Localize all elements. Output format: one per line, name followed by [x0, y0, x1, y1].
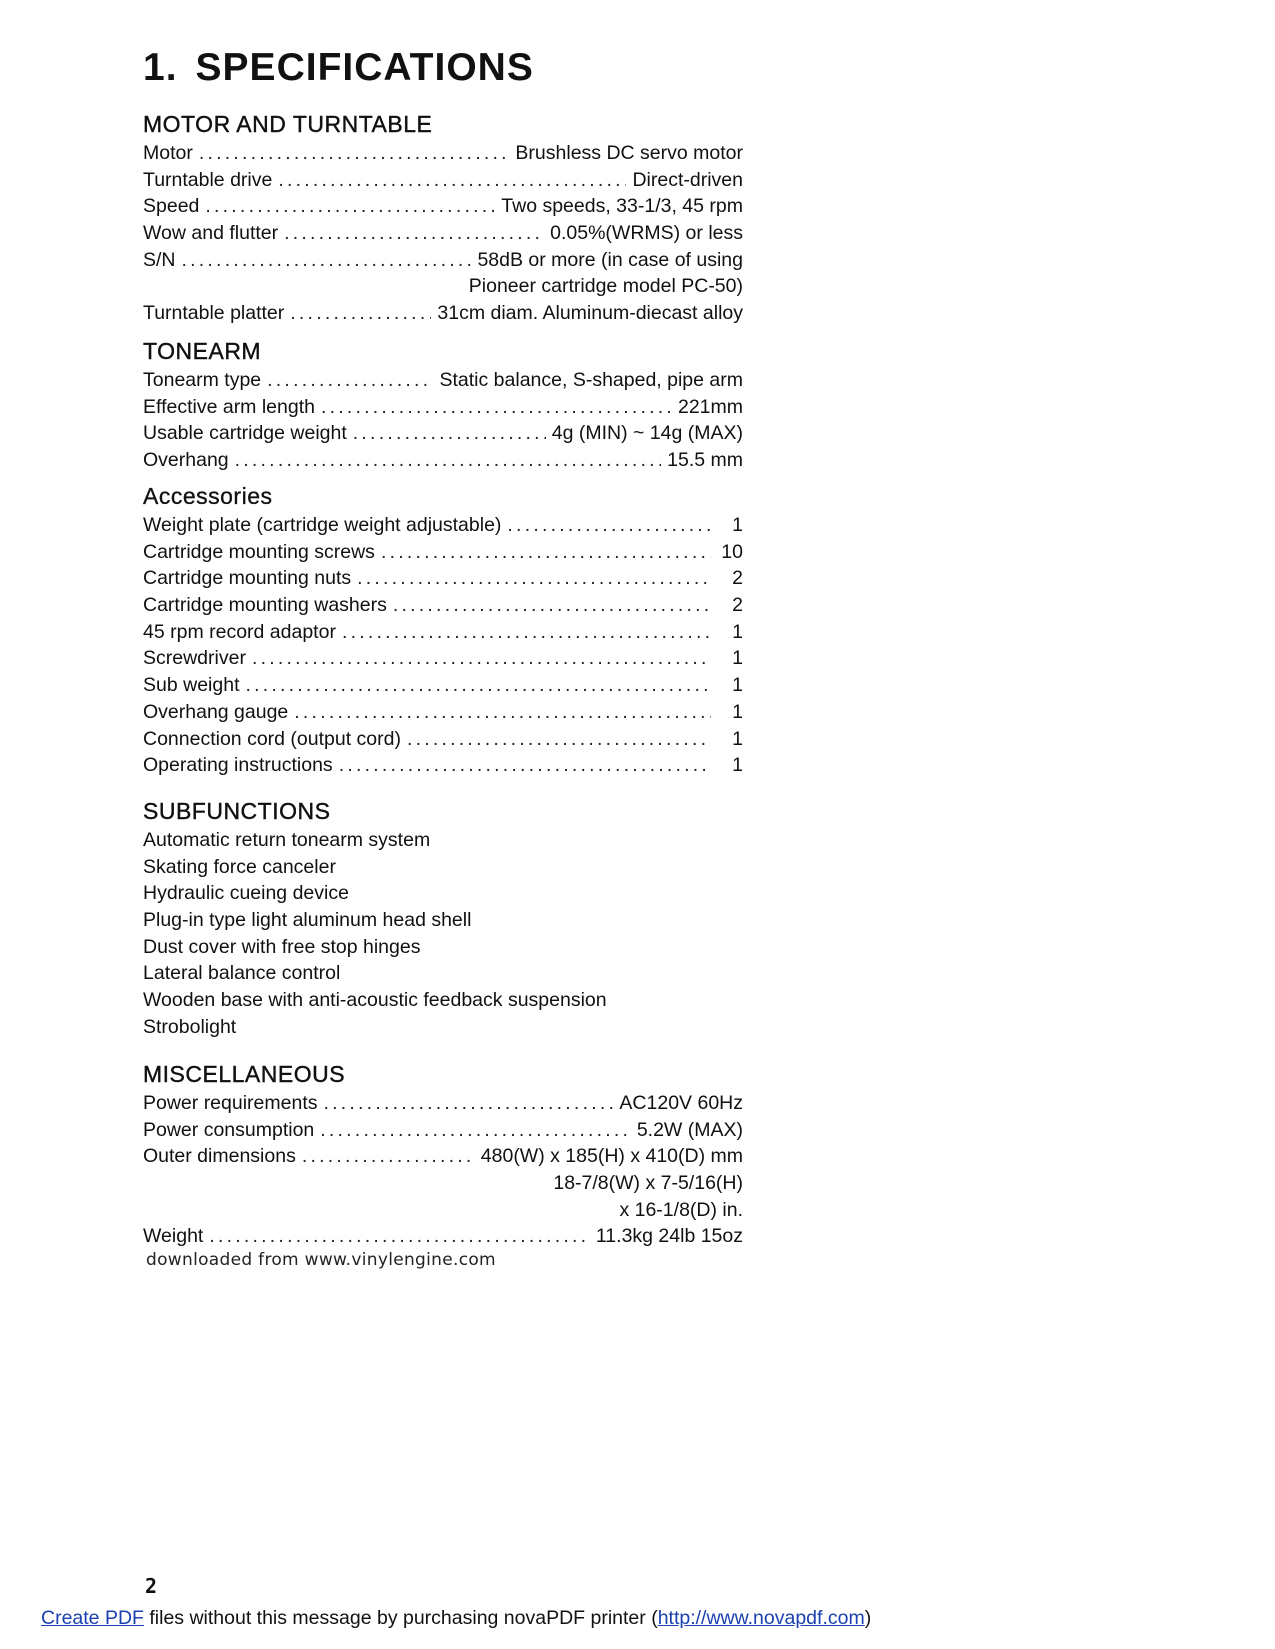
- spec-row-continuation: [143, 1197, 743, 1224]
- dot-leader: [209, 1223, 590, 1250]
- spec-row: [143, 394, 743, 421]
- spec-value: 480(W) x 185(H) x 410(D) mm: [480, 1145, 743, 1168]
- accessory-label: 45 rpm record adaptor: [143, 620, 336, 643]
- dot-leader: [267, 367, 433, 394]
- spec-label: Turntable drive: [143, 168, 273, 191]
- subfunction-item: Hydraulic cueing device: [143, 882, 349, 905]
- accessory-label: Cartridge mounting washers: [143, 594, 387, 617]
- dot-leader: [507, 512, 711, 539]
- page-title: [143, 46, 534, 90]
- accessory-row: [143, 539, 743, 566]
- spec-value: 31cm diam. Aluminum-diecast alloy: [437, 302, 743, 325]
- dot-leader: [235, 447, 662, 474]
- spec-label: Tonearm type: [143, 369, 262, 391]
- tonearm-section: [143, 337, 743, 474]
- dot-leader: [393, 592, 711, 619]
- accessory-label: Weight plate (cartridge weight adjustable): [143, 514, 502, 536]
- spec-value: Static balance, S-shaped, pipe arm: [439, 369, 743, 391]
- accessory-row: [143, 672, 743, 699]
- footer-banner: [41, 1607, 871, 1630]
- subfunction-item: Dust cover with free stop hinges: [143, 935, 421, 958]
- accessory-row: [143, 645, 743, 672]
- accessory-qty: 1: [732, 674, 743, 697]
- spec-row-continuation: [143, 1170, 743, 1197]
- spec-row: [143, 167, 743, 194]
- section-heading: SUBFUNCTIONS: [143, 798, 331, 824]
- spec-label: Power requirements: [143, 1092, 318, 1114]
- accessory-qty: 1: [732, 754, 743, 777]
- accessory-row: [143, 592, 743, 619]
- accessory-qty: 2: [732, 594, 743, 617]
- section-heading: MOTOR AND TURNTABLE: [143, 111, 433, 137]
- spec-row: [143, 1117, 743, 1144]
- subfunction-item: Lateral balance control: [143, 962, 341, 985]
- spec-value: 58dB or more (in case of using: [477, 248, 743, 271]
- spec-value: 221mm: [677, 395, 743, 418]
- accessory-label: Cartridge mounting nuts: [143, 567, 352, 590]
- dot-leader: [245, 672, 711, 699]
- accessory-row: [143, 619, 743, 646]
- spec-label: S/N: [143, 248, 176, 271]
- spec-value: 5.2W (MAX): [636, 1118, 743, 1141]
- motor-turntable-section: [143, 110, 743, 327]
- accessory-qty: 1: [732, 700, 743, 723]
- dot-leader: [302, 1143, 475, 1170]
- source-note: downloaded from www.vinylengine.com: [146, 1250, 496, 1270]
- spec-value: Direct-driven: [632, 168, 743, 191]
- dot-leader: [342, 619, 711, 646]
- spec-row: [143, 300, 743, 327]
- subfunction-item: Strobolight: [143, 1015, 237, 1038]
- spec-label: Wow and flutter: [143, 222, 279, 245]
- accessory-label: Overhang gauge: [143, 700, 289, 723]
- miscellaneous-section: [143, 1060, 743, 1250]
- title-text: SPECIFICATIONS: [195, 46, 534, 89]
- dot-leader: [381, 539, 711, 566]
- dot-leader: [290, 300, 431, 327]
- dot-leader: [321, 394, 672, 421]
- accessory-qty: 1: [732, 514, 743, 536]
- spec-row: [143, 140, 743, 167]
- spec-row: [143, 220, 743, 247]
- accessory-qty: 1: [732, 647, 743, 670]
- section-heading: TONEARM: [143, 338, 262, 364]
- subfunction-item: Automatic return tonearm system: [143, 829, 431, 851]
- spec-value: 15.5 mm: [667, 449, 743, 472]
- spec-row: [143, 367, 743, 394]
- accessory-row: [143, 752, 743, 779]
- subfunction-item: Plug-in type light aluminum head shell: [143, 909, 472, 932]
- dot-leader: [320, 1117, 631, 1144]
- accessory-qty: 1: [732, 727, 743, 750]
- section-number: 1.: [143, 46, 178, 89]
- accessory-row: [143, 512, 743, 539]
- spec-row: [143, 247, 743, 274]
- spec-value: 11.3kg 24lb 15oz: [595, 1225, 743, 1248]
- dot-leader: [205, 193, 495, 220]
- section-heading: Accessories: [143, 483, 273, 509]
- dot-leader: [339, 752, 711, 779]
- dot-leader: [252, 645, 711, 672]
- spec-value: Two speeds, 33-1/3, 45 rpm: [501, 195, 743, 218]
- accessory-qty: 10: [721, 540, 743, 563]
- spec-label: Power consumption: [143, 1118, 315, 1141]
- accessory-label: Connection cord (output cord): [143, 727, 401, 750]
- spec-label: Effective arm length: [143, 395, 315, 418]
- page-number: 2: [145, 1574, 158, 1598]
- spec-label: Outer dimensions: [143, 1145, 296, 1168]
- subfunctions-section: [143, 797, 743, 1041]
- subfunction-item: Skating force canceler: [143, 855, 336, 878]
- accessory-label: Operating instructions: [143, 754, 333, 777]
- accessory-label: Screwdriver: [143, 647, 246, 670]
- spec-value: 0.05%(WRMS) or less: [550, 222, 743, 245]
- spec-row-continuation: [143, 273, 743, 300]
- accessory-label: Cartridge mounting screws: [143, 540, 375, 563]
- dot-leader: [357, 565, 711, 592]
- spec-label: Speed: [143, 195, 200, 218]
- dot-leader: [199, 140, 510, 167]
- spec-label: Weight: [143, 1225, 204, 1248]
- subfunction-item: Wooden base with anti-acoustic feedback suspension: [143, 989, 607, 1012]
- dot-leader: [284, 220, 544, 247]
- dot-leader: [324, 1090, 614, 1117]
- accessory-label: Sub weight: [143, 674, 240, 697]
- accessory-row: [143, 699, 743, 726]
- dot-leader: [182, 247, 472, 274]
- accessory-row: [143, 726, 743, 753]
- spec-row: [143, 1143, 743, 1170]
- footer-text: files without this message by purchasing novaPDF printer (: [143, 1607, 658, 1629]
- dot-leader: [407, 726, 711, 753]
- spec-label: Overhang: [143, 449, 229, 472]
- accessory-row: [143, 565, 743, 592]
- accessories-section: [143, 482, 743, 779]
- spec-label: Turntable platter: [143, 302, 285, 325]
- spec-value: Pioneer cartridge model PC-50): [468, 275, 743, 298]
- spec-value: Brushless DC servo motor: [515, 142, 743, 164]
- novapdf-link[interactable]: http://www.novapdf.com: [657, 1607, 865, 1629]
- spec-row: [143, 1223, 743, 1250]
- dot-leader: [353, 420, 546, 447]
- spec-row: [143, 420, 743, 447]
- accessory-qty: 2: [732, 567, 743, 590]
- spec-row: [143, 1090, 743, 1117]
- spec-label: Usable cartridge weight: [143, 422, 347, 445]
- spec-value: 18-7/8(W) x 7-5/16(H): [553, 1172, 743, 1195]
- spec-row: [143, 193, 743, 220]
- accessory-qty: 1: [732, 620, 743, 643]
- section-heading: MISCELLANEOUS: [143, 1061, 346, 1087]
- spec-row: [143, 447, 743, 474]
- spec-label: Motor: [143, 142, 193, 164]
- spec-value: x 16-1/8(D) in.: [619, 1198, 743, 1221]
- dot-leader: [278, 167, 626, 194]
- dot-leader: [294, 699, 711, 726]
- spec-value: 4g (MIN) ~ 14g (MAX): [551, 422, 743, 445]
- footer-text-end: ): [864, 1607, 872, 1629]
- create-pdf-link[interactable]: Create PDF: [41, 1607, 144, 1629]
- spec-value: AC120V 60Hz: [619, 1092, 743, 1114]
